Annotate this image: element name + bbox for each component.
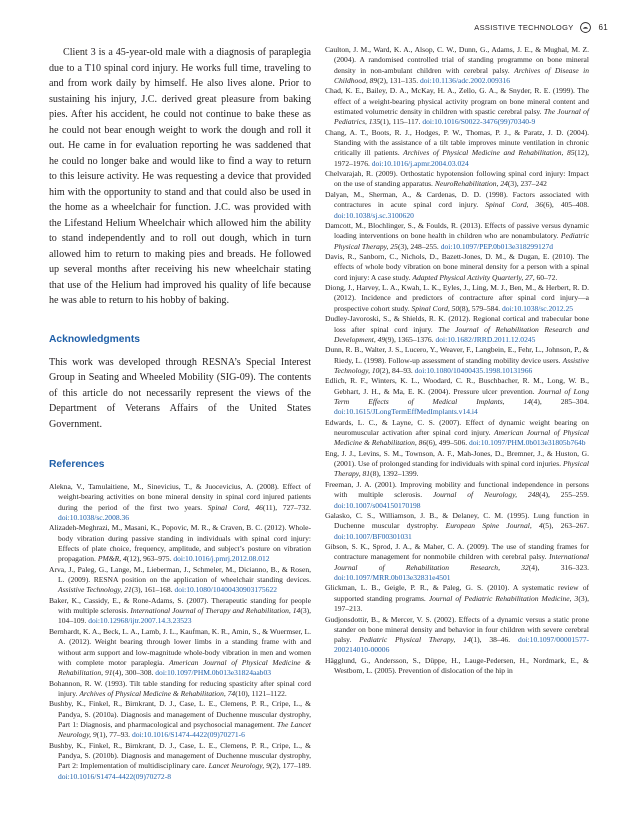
publisher-logo-icon <box>580 22 591 33</box>
journal-name: ASSISTIVE TECHNOLOGY <box>474 23 574 32</box>
reference-text: (1), 77–93. <box>96 730 132 740</box>
journal-title: Spinal Cord, 36 <box>485 200 544 210</box>
reference-entry <box>325 615 589 656</box>
reference-text: Davis, R., Sanborn, C., Nichols, D., Bazett-Jones, D. M., & Dugan, E. (2010). The effects of whole body vibration on bone mineral density for a person with a spinal cord injury: A case study. <box>325 252 589 282</box>
reference-text: Alekna, V., Tamulaitiene, M., Sinevicius, T., & Juocevicius, A. (2008). Effect of weight-bearing activities on bone mineral density in spinal cord injured patients during the period of the first two years. <box>49 482 311 512</box>
reference-entry <box>49 699 311 740</box>
reference-text: (3), 237–242 <box>507 179 547 189</box>
journal-title: American Journal of Physical Medicine & Rehabilitation, 86 <box>334 428 590 448</box>
reference-text: Bernhardt, K. A., Beck, L. A., Lamb, J. L., Kaufman, K. R., Amin, S., & Wuermser, L. A. (2012). Weight bearing through lower limbs in a standing frame with and without arm support and low-magnitude whole-body vibration in men and women with complete motor paraplegia. <box>49 626 311 667</box>
journal-title: Physical Therapy, 81 <box>334 459 589 479</box>
reference-text: Chelvarajah, R. (2009). Orthostatic hypotension following spinal cord injury: Impact on the use of standing apparatus. <box>325 169 589 189</box>
reference-entry <box>325 449 589 480</box>
reference-text: Arva, J., Paleg, G., Lange, M., Lieberman, J., Schmeler, M., Dicianno, B., & Rosen, L. (2009). RESNA position on the application of wheelchair standing devices. <box>49 564 311 585</box>
reference-entry <box>325 480 589 511</box>
doi-link[interactable]: doi:10.1080/10400430903175622 <box>174 585 277 595</box>
reference-text: (11), 727–732. <box>262 502 311 512</box>
doi-link[interactable]: doi:10.1016/S1474-4422(09)70271-6 <box>131 730 245 740</box>
doi-link[interactable]: doi:10.1038/sj.sc.3100620 <box>334 210 414 220</box>
reference-text: (6), 499–506. <box>426 438 469 448</box>
reference-text: Hägglund, G., Andersson, S., Düppe, H., Lauge-Pedersen, H., Nordmark, E., & Westbom, L. (2005). Prevention of dislocation of the hip in <box>325 655 589 676</box>
doi-link[interactable]: doi:10.1007/s004150170198 <box>334 500 421 510</box>
reference-text: Gibson, S. K., Sprod, J. A., & Maher, C. A. (2009). The use of standing frames for contracture management for nonmobile children with cerebral palsy. <box>325 542 589 562</box>
reference-text: (2), 84–93. <box>379 365 415 375</box>
reference-text: Galasko, C. S., Williamson, J. B., & Delaney, C. M. (1995). Lung function in Duchenne muscular dystrophy. <box>325 510 589 531</box>
doi-link[interactable]: doi:10.1016/j.pmrj.2012.08.012 <box>173 554 270 564</box>
journal-title: Lancet Neurology, 9 <box>208 761 270 771</box>
reference-text: (4), 316–323. <box>528 562 590 572</box>
reference-entry <box>325 283 589 314</box>
reference-text: Dunn, R. B., Walter, J. S., Lucero, Y., Weaver, F., Langbein, E., Fehr, L., Johnson, P., & Riedy, L. (1998). Follow-up assessment of standing mobility device users. <box>325 345 589 365</box>
journal-title: NeuroRehabilitation, 24 <box>434 179 508 189</box>
reference-entry <box>49 741 311 782</box>
journal-title: Pediatric Physical Therapy, 25 <box>334 231 589 251</box>
reference-text: (8), 579–584. <box>459 303 502 313</box>
reference-text: Eng, J. J., Levins, S. M., Townson, A. F., Mah-Jones, D., Bremner, J., & Huston, G. (2001). Use of prolonged standing for individuals with spinal cord injuries. <box>325 448 589 469</box>
doi-link[interactable]: doi:10.12968/ijtr.2007.14.3.23523 <box>88 616 192 626</box>
reference-text: Caulton, J. M., Ward, K. A., Alsop, C. W., Dunn, G., Adams, J. E., & Mughal, M. Z. (2004). A randomised controlled trial of standing programme on bone mineral density in non-ambulant children with cerebral palsy. <box>325 45 589 75</box>
reference-text: Bushby, K., Finkel, R., Birnkrant, D. J., Case, L. E., Clemens, P. R., Cripe, L., & Pandya, S. (2010a). Diagnosis and management of Duchenne muscular dystrophy, Part 1: Diagnosis, and pharmacological and psychosocial management. <box>49 699 311 729</box>
reference-text: (1), 38–46. <box>470 635 518 645</box>
journal-title: Spinal Cord, 50 <box>411 303 460 313</box>
journal-title: The Journal of Pediatrics, 135 <box>334 106 589 127</box>
reference-text: (3), 104–109. <box>58 606 311 626</box>
reference-text: (12), 1972–1976. <box>334 148 589 168</box>
journal-title: Assistive Technology, 10 <box>334 355 589 375</box>
acknowledgments-text: This work was developed through RESNA’s Special Interest Group in Seating and Wheeled Mobility (SIG-09). The contents of this article do not necessarily represent the views of the Department of Veterans Affairs of the United States Government. <box>49 356 311 430</box>
doi-link[interactable]: doi:10.1097/PHM.0b013e31824aab03 <box>155 668 271 678</box>
journal-title: European Spine Journal, 4 <box>445 521 543 531</box>
reference-text: Bushby, K., Finkel, R., Birnkrant, D. J., Case, L. E., Clemens, P. R., Cripe, L., & Pandya, S. (2010b). Diagnosis and management of Duchenne muscular dystrophy, Part 2: Implementation of multidisciplinary care. <box>49 740 311 771</box>
reference-text: Dalyan, M., Sherman, A., & Cardenas, D. D. (1998). Factors associated with contractures in acute spinal cord injury. <box>325 189 589 210</box>
journal-title: Spinal Cord, 46 <box>207 502 263 512</box>
reference-entry <box>325 418 589 449</box>
reference-text: (8), 1392–1399. <box>370 469 419 479</box>
reference-entry <box>325 656 589 677</box>
reference-text: Damcott, M., Blochlinger, S., & Foulds, R. (2013). Effects of passive versus dynamic loading interventions on bone health in children who are nonambulatory. <box>325 220 589 241</box>
reference-entry <box>49 523 311 564</box>
reference-entry <box>325 221 589 252</box>
journal-title: Assistive Technology, 21 <box>58 585 132 595</box>
reference-text: Chang, A. T., Boots, R. J., Hodges, P. W., Thomas, P. J., & Paratz, J. D. (2004). Standing with the assistance of a tilt table improves minute ventilation in chronic critically ill patients. <box>325 127 589 158</box>
reference-text: (5), 263–267. <box>542 521 589 531</box>
doi-link[interactable]: doi:10.1097/00001577-200214010-00006 <box>334 635 590 655</box>
journal-title: The Lancet Neurology, 9 <box>58 719 311 740</box>
reference-entry <box>325 190 589 221</box>
doi-link[interactable]: doi:10.1097/PEP.0b013e318299127d <box>440 241 554 251</box>
reference-entry <box>49 627 311 678</box>
acknowledgments-heading: Acknowledgments <box>49 333 140 345</box>
journal-title: International Journal of Therapy and Rehabilitation, 14 <box>130 606 301 616</box>
journal-title: Journal of Pediatric Rehabilitation Medicine, 3 <box>428 593 579 603</box>
doi-link[interactable]: doi:10.1016/j.apmr.2004.03.024 <box>371 158 469 168</box>
reference-list-left <box>49 482 311 782</box>
reference-entry <box>49 596 311 627</box>
reference-text: (4), 255–259. <box>539 490 589 500</box>
doi-link[interactable]: doi:10.1007/BF00301031 <box>334 531 412 541</box>
reference-entry <box>325 169 589 190</box>
reference-entry <box>325 45 589 86</box>
reference-text: Dudley-Javoroski, S., & Shields, R. K. (2012). Regional cortical and trabecular bone loss after spinal cord injury. <box>325 314 589 334</box>
reference-text: (9), 1365–1376. <box>385 334 436 344</box>
doi-link[interactable]: doi:10.1016/S0022-3476(99)70340-9 <box>422 117 536 127</box>
journal-title: Journal of Long Term Effects of Medical Implants, 14 <box>334 386 590 406</box>
reference-entry <box>325 583 589 614</box>
reference-text: (1), 115–117. <box>380 117 423 127</box>
reference-text: (2), 177–189. <box>269 761 311 771</box>
reference-entry <box>325 376 589 417</box>
reference-text: (3), 161–168. <box>131 585 175 595</box>
journal-title: The Journal of Rehabilitation Research and Development, 49 <box>334 324 589 344</box>
left-column <box>49 45 311 782</box>
journal-title: Archives of Physical Medicine & Rehabilitation, 74 <box>79 688 236 698</box>
reference-text: Freeman, J. A. (2001). Improving mobility and functional independence in persons with multiple sclerosis. <box>325 479 589 500</box>
reference-entry <box>49 565 311 596</box>
reference-text: (4), 285–304. <box>531 396 589 406</box>
reference-text: Baker, K., Cassidy, E., & Rone-Adams, S. (2007). Therapeutic standing for people with multiple sclerosis. <box>49 595 311 616</box>
reference-entry <box>325 345 589 376</box>
doi-link[interactable]: doi:10.1097/MRR.0b013e32831e4501 <box>334 572 451 582</box>
reference-text: (6), 405–408. <box>543 200 589 210</box>
reference-entry <box>325 128 589 169</box>
reference-list-right <box>325 45 589 676</box>
reference-text: Edlich, R. F., Winters, K. L., Woodard, C. R., Buschbacher, R. M., Long, W. B., Gebhart, J. H., & Ma, E. K. (2004). Pressure ulcer prevention. <box>325 376 589 396</box>
reference-text: (10), 1121–1122. <box>235 688 287 698</box>
reference-text: (2), 131–135. <box>377 75 420 85</box>
reference-entry <box>49 482 311 523</box>
reference-text: Edwards, L. C., & Layne, C. S. (2007). Effect of dynamic weight bearing on neuromuscular activation after spinal cord injury. <box>325 417 589 438</box>
reference-entry <box>325 542 589 583</box>
doi-link[interactable]: doi:10.1080/10400435.1998.10131966 <box>414 365 533 375</box>
reference-text: Alizadeh-Meghrazi, M., Masani, K., Popovic, M. R., & Craven, B. C. (2012). Whole-body vibration during passive standing in individuals with spinal cord injury: Effects of plate choice, frequency, amplitude, and subject’s posture on vibration propagation. <box>49 523 311 564</box>
reference-text: Chad, K. E., Bailey, D. A., McKay, H. A., Zello, G. A., & Snyder, R. E. (1999). The effect of a weight-bearing physical activity program on bone mineral content and estimated volumetric density in children with spastic cerebral palsy. <box>325 86 589 116</box>
journal-title: Adapted Physical Activity Quarterly, 27 <box>412 272 533 282</box>
journal-title: Archives of Physical Medicine and Rehabilitation, 85 <box>403 148 575 158</box>
reference-text: Gudjonsdottir, B., & Mercer, V. S. (2002). Effects of a dynamic versus a static prone stander on bone mineral density and behavior in four children with severe cerebral palsy. <box>325 614 589 645</box>
reference-entry <box>325 252 589 283</box>
case-paragraph: Client 3 is a 45-year-old male with a diagnosis of paraplegia due to a T10 spinal cord injury. He works full time, traveling to and from work daily by himself. He also lives alone. Prior to sustaining his injury, J.C. derived great pleasure from baking pies. After his accident, he could not continue to bake these as he could not bear enough weight to work the dough and roll it out. He came in for evaluation reporting he was saddened that he could no longer bake and would like to find a way to return to this leisure activity. He was requesting a device that provided him with the opportunity to stand and that could also be used in the home as a wheelchair for function. J.C. was provided with the Lifestand Helium Wheelchair which allowed him the ability to stand independently and to roll out dough, which in turn allowed him to return to making pies and breads. He followed up several months after receiving his new wheelchair stating that use of the Helium had improved his quality of life because he was able to return to his hobby of baking. <box>49 47 311 306</box>
journal-title: PM&R, 4 <box>97 554 127 564</box>
journal-title: Archives of Disease in Childhood, 89 <box>334 65 589 85</box>
doi-link[interactable]: doi:10.1615/JLongTermEffMedImplants.v14.i4 <box>334 407 478 417</box>
references-heading: References <box>49 459 105 470</box>
reference-entry <box>325 511 589 542</box>
doi-link[interactable]: doi:10.1136/adc.2002.009316 <box>419 75 511 85</box>
doi-link[interactable]: doi:10.1038/sc.2012.25 <box>501 303 574 313</box>
reference-text: , 60–72. <box>532 272 558 282</box>
journal-title: International Journal of Rehabilitation Research, 32 <box>334 552 589 572</box>
journal-title: Pediatric Physical Therapy, 14 <box>359 635 471 645</box>
reference-text: (3), 197–213. <box>334 593 589 614</box>
journal-title: American Journal of Physical Medicine & Rehabilitation, 91 <box>58 657 311 678</box>
running-header <box>474 22 608 33</box>
reference-text: Glickman, L. B., Geigle, P. R., & Paleg, G. S. (2010). A systematic review of supported standing programs. <box>325 583 589 603</box>
reference-entry <box>49 679 311 700</box>
right-column <box>325 45 589 677</box>
reference-text: (3), 248–255. <box>397 241 441 251</box>
doi-link[interactable]: doi:10.1682/JRRD.2011.12.0245 <box>435 334 536 344</box>
reference-text: Bohannon, R. W. (1993). Tilt table standing for reducing spasticity after spinal cord injury. <box>49 678 311 698</box>
doi-link[interactable]: doi:10.1038/sc.2008.36 <box>58 512 130 522</box>
reference-entry <box>325 314 589 345</box>
reference-entry <box>325 86 589 127</box>
doi-link[interactable]: doi:10.1097/PHM.0b013e31805b764b <box>469 438 586 448</box>
reference-text: Diong, J., Harvey, L. A., Kwah, L. K., Eyles, J., Ling, M. J., Ben, M., & Herbert, R. D. (2012). Incidence and predictors of contracture after spinal cord injury—a prospective cohort study. <box>325 283 589 313</box>
doi-link[interactable]: doi:10.1016/S1474-4422(09)70272-8 <box>58 771 171 781</box>
journal-title: Journal of Neurology, 248 <box>432 490 540 500</box>
page-number: 61 <box>598 23 608 32</box>
reference-text: (4), 300–308. <box>112 668 156 678</box>
reference-text: (12), 963–975. <box>126 554 174 564</box>
